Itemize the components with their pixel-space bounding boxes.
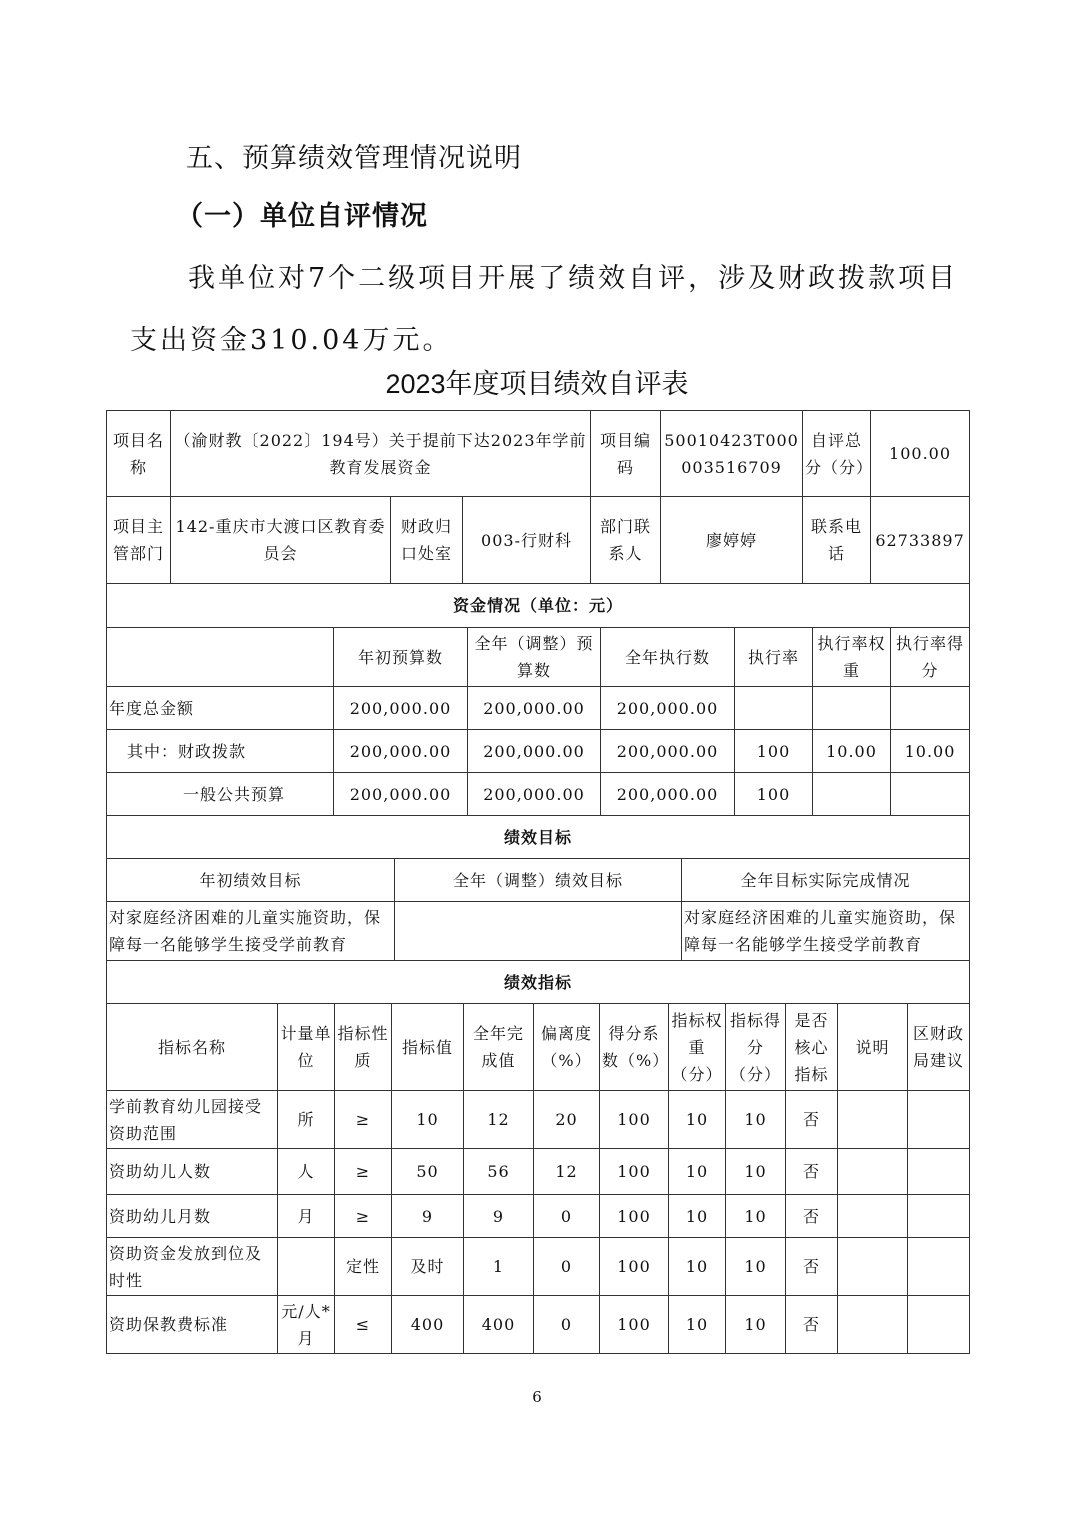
goal-actual: 对家庭经济困难的儿童实施资助，保障每一名能够学生接受学前教育 [682,902,970,961]
funds-header: 执行率 [735,628,813,687]
indicator-cell [838,1238,908,1296]
goals-header: 全年（调整）绩效目标 [395,859,682,902]
indicator-cell: 否 [786,1238,838,1296]
funds-header: 执行率得分 [891,628,970,687]
indicator-header: 全年完成值 [464,1004,534,1091]
indicator-cell: 否 [786,1149,838,1195]
indicator-name: 学前教育幼儿园接受资助范围 [107,1091,278,1149]
indicator-cell: 10 [726,1149,786,1195]
indicator-header: 偏离度（%） [534,1004,600,1091]
indicator-header: 计量单位 [278,1004,335,1091]
indicator-cell [278,1238,335,1296]
section-heading: 五、预算绩效管理情况说明 [186,143,522,174]
finance-office-label: 财政归口处室 [391,497,463,584]
indicator-header: 得分系数（%） [600,1004,669,1091]
indicator-cell: 人 [278,1149,335,1195]
indicator-cell [838,1149,908,1195]
indicator-cell: 元/人*月 [278,1296,335,1354]
indicator-cell: 100 [600,1149,669,1195]
indicator-header: 说明 [838,1004,908,1091]
indicator-cell: 10 [726,1091,786,1149]
indicator-cell: 0 [534,1195,600,1238]
indicator-cell: 10 [669,1296,726,1354]
indicator-cell: 10 [669,1149,726,1195]
indicator-header: 指标得分（分） [726,1004,786,1091]
goal-adjusted [395,902,682,961]
funds-row [107,687,970,730]
finance-office: 003-行财科 [463,497,591,584]
funds-cell: 200,000.00 [334,773,468,816]
indicator-cell: 56 [464,1149,534,1195]
funds-cell: 200,000.00 [334,687,468,730]
indicator-cell: 及时 [392,1238,464,1296]
indicator-cell: 10 [392,1091,464,1149]
page-number: 6 [532,1388,542,1406]
indicator-cell: 10 [669,1238,726,1296]
indicator-cell: 10 [669,1195,726,1238]
indicator-header: 是否核心指标 [786,1004,838,1091]
indicator-row [107,1238,970,1296]
funds-cell [813,773,891,816]
indicator-row [107,1091,970,1149]
indicator-name: 资助幼儿月数 [107,1195,278,1238]
phone: 62733897 [871,497,970,584]
project-name: （渝财教〔2022〕194号）关于提前下达2023年学前教育发展资金 [171,411,591,497]
indicator-cell: ≤ [335,1296,392,1354]
indicators-table [106,960,970,1354]
indicator-cell: 100 [600,1296,669,1354]
indicator-cell: ≥ [335,1195,392,1238]
indicator-cell [838,1195,908,1238]
funds-row-label: 年度总金额 [107,687,334,730]
project-code: 50010423T000003516709 [661,411,803,497]
indicator-cell: 所 [278,1091,335,1149]
indicator-cell [908,1195,970,1238]
self-score: 100.00 [871,411,970,497]
indicator-cell [908,1091,970,1149]
project-info-table [106,410,970,584]
funds-row-label: 一般公共预算 [107,773,334,816]
dept: 142-重庆市大渡口区教育委员会 [171,497,391,584]
project-name-label: 项目名称 [107,411,171,497]
indicator-cell: 定性 [335,1238,392,1296]
indicator-cell: 否 [786,1195,838,1238]
funds-cell [891,773,970,816]
goals-header: 全年目标实际完成情况 [682,859,970,902]
funds-row-label: 其中：财政拨款 [107,730,334,773]
funds-cell: 200,000.00 [468,773,601,816]
funds-cell: 200,000.00 [334,730,468,773]
contact: 廖婷婷 [661,497,803,584]
indicator-cell: 10 [726,1296,786,1354]
indicator-cell: 月 [278,1195,335,1238]
indicator-cell: 10 [669,1091,726,1149]
indicator-header: 指标名称 [107,1004,278,1091]
indicator-row [107,1149,970,1195]
funds-cell: 200,000.00 [601,773,735,816]
indicator-cell: 10 [726,1195,786,1238]
indicator-name: 资助幼儿人数 [107,1149,278,1195]
indicator-cell [908,1238,970,1296]
indicator-cell: 10 [726,1238,786,1296]
dept-label: 项目主管部门 [107,497,171,584]
indicator-cell: 否 [786,1091,838,1149]
indicator-cell: 100 [600,1238,669,1296]
funds-header: 执行率权重 [813,628,891,687]
summary-text: 我单位对7个二级项目开展了绩效自评，涉及财政拨款项目支出资金310.04万元。 [130,263,959,356]
indicator-cell: 50 [392,1149,464,1195]
indicator-cell: 12 [464,1091,534,1149]
summary-paragraph [130,248,960,372]
indicator-cell: 400 [392,1296,464,1354]
funds-cell: 100 [735,773,813,816]
indicator-row [107,1296,970,1354]
indicator-row [107,1195,970,1238]
funds-cell: 10.00 [891,730,970,773]
indicator-name: 资助保教费标准 [107,1296,278,1354]
indicator-header: 指标性质 [335,1004,392,1091]
indicator-cell [838,1296,908,1354]
indicator-cell: 100 [600,1091,669,1149]
indicator-cell: 12 [534,1149,600,1195]
contact-label: 部门联系人 [591,497,661,584]
funds-cell: 200,000.00 [601,730,735,773]
indicator-cell [838,1091,908,1149]
indicator-cell: 400 [464,1296,534,1354]
goals-title: 绩效目标 [107,816,970,859]
indicator-header: 指标值 [392,1004,464,1091]
self-score-label: 自评总分（分） [803,411,871,497]
funds-header: 全年执行数 [601,628,735,687]
funds-title: 资金情况（单位：元） [107,584,970,628]
funds-row [107,773,970,816]
indicator-cell: 否 [786,1296,838,1354]
indicator-cell [908,1296,970,1354]
table-title: 2023年度项目绩效自评表 [385,369,689,399]
funds-cell: 100 [735,730,813,773]
project-code-label: 项目编码 [591,411,661,497]
indicators-title: 绩效指标 [107,961,970,1004]
goal-initial: 对家庭经济困难的儿童实施资助，保障每一名能够学生接受学前教育 [107,902,395,961]
funds-cell [813,687,891,730]
phone-label: 联系电话 [803,497,871,584]
funds-header: 全年（调整）预算数 [468,628,601,687]
goals-table [106,815,970,961]
indicator-cell: 20 [534,1091,600,1149]
funds-cell: 200,000.00 [468,687,601,730]
funds-row [107,730,970,773]
indicator-cell: ≥ [335,1091,392,1149]
indicator-cell: 0 [534,1238,600,1296]
funds-header [107,628,334,687]
indicator-cell: 1 [464,1238,534,1296]
funds-cell: 10.00 [813,730,891,773]
funds-header: 年初预算数 [334,628,468,687]
indicator-cell: 0 [534,1296,600,1354]
indicator-cell: 9 [392,1195,464,1238]
funds-cell: 200,000.00 [468,730,601,773]
funds-cell [735,687,813,730]
indicator-cell: 100 [600,1195,669,1238]
indicator-cell [908,1149,970,1195]
indicator-header: 区财政局建议 [908,1004,970,1091]
indicator-header: 指标权重（分） [669,1004,726,1091]
indicator-cell: 9 [464,1195,534,1238]
indicator-name: 资助资金发放到位及时性 [107,1238,278,1296]
indicator-cell: ≥ [335,1149,392,1195]
subsection-heading: （一）单位自评情况 [176,201,428,232]
funds-cell: 200,000.00 [601,687,735,730]
goals-header: 年初绩效目标 [107,859,395,902]
funds-table [106,583,970,816]
funds-cell [891,687,970,730]
